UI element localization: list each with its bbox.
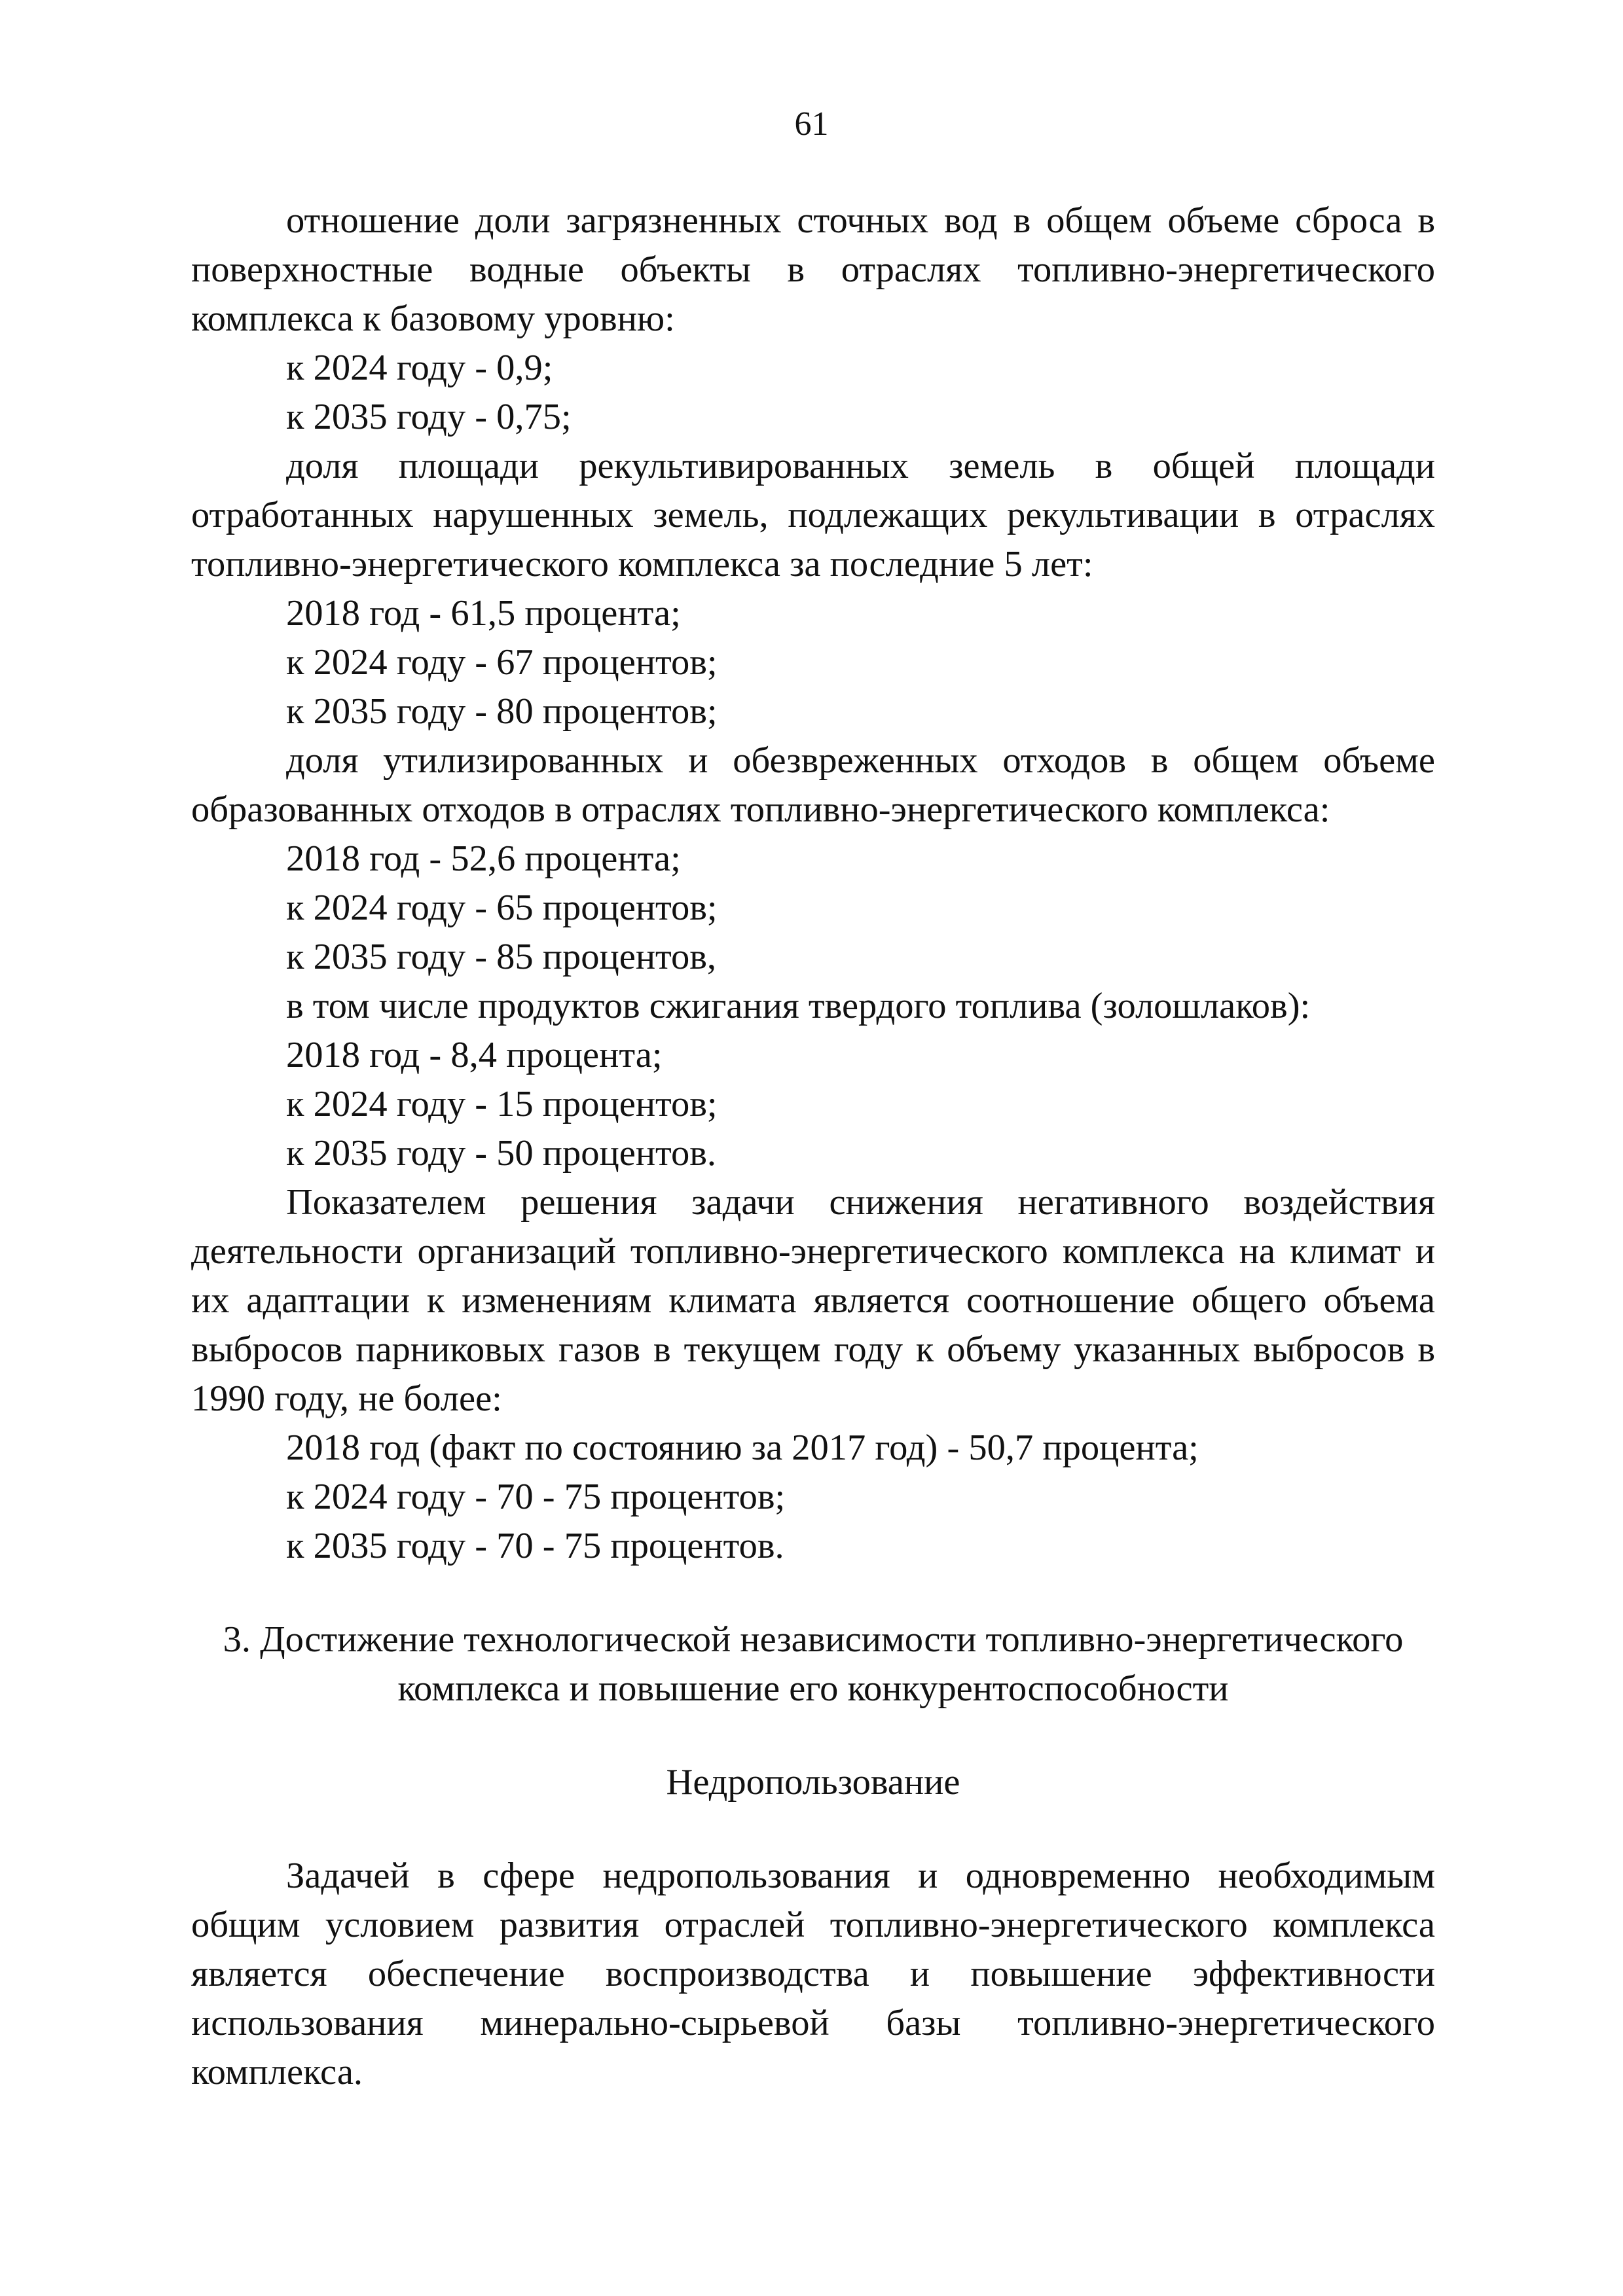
list-item: к 2024 году - 67 процентов; (286, 642, 718, 683)
paragraph-subsoil-use-task: Задачей в сфере недропользования и одновременно необходимым общим условием развития отраслей топливно-энергетического комплекса является обеспечение воспроизводства и повышение эффективности использования минерально-сырьевой базы топливно-энергетического комплекса. (191, 1856, 1435, 2092)
list-item: к 2024 году - 15 процентов; (286, 1084, 718, 1124)
paragraph-reclaimed-land-share: доля площади рекультивированных земель в общей площади отработанных нарушенных земель, подлежащих рекультивации в отраслях топливно-энергетического комплекса за последние 5 лет: (191, 446, 1435, 584)
section-heading-line-2: комплекса и повышение его конкурентоспособности (397, 1668, 1229, 1709)
list-item: 2018 год - 8,4 процента; (286, 1035, 663, 1075)
list-item: к 2035 году - 85 процентов, (286, 937, 717, 977)
page-number: 61 (794, 105, 829, 143)
spacer (191, 1807, 1435, 1852)
list-item: 2018 год - 52,6 процента; (286, 838, 681, 879)
list-item: к 2024 году - 70 - 75 процентов; (286, 1477, 786, 1517)
paragraph-wastewater-share: отношение доли загрязненных сточных вод в общем объеме сброса в поверхностные водные объекты в отраслях топливно-энергетического комплекса к базовому уровню: (191, 200, 1435, 339)
list-item: к 2024 году - 0,9; (286, 348, 553, 388)
section-heading-line-1: 3. Достижение технологической независимости топливно-энергетического (223, 1619, 1404, 1660)
spacer (191, 1571, 1435, 1615)
paragraph-greenhouse-emissions: Показателем решения задачи снижения негативного воздействия деятельности организаций топливно-энергетического комплекса на климат и их адаптации к изменениям климата является соотношение общего объема выбросов парниковых газов в текущем году к объему указанных выбросов в 1990 году, не более: (191, 1182, 1435, 1419)
document-body (191, 196, 1435, 2097)
list-item: в том числе продуктов сжигания твердого топлива (золошлаков): (286, 986, 1311, 1026)
list-item: к 2035 году - 80 процентов; (286, 691, 718, 732)
list-item: к 2035 году - 50 процентов. (286, 1133, 717, 1174)
spacer (191, 1713, 1435, 1758)
list-item: 2018 год - 61,5 процента; (286, 593, 681, 634)
list-item: к 2024 году - 65 процентов; (286, 888, 718, 928)
paragraph-waste-utilization-share: доля утилизированных и обезвреженных отходов в общем объеме образованных отходов в отраслях топливно-энергетического комплекса: (191, 740, 1435, 830)
list-item: к 2035 году - 70 - 75 процентов. (286, 1526, 784, 1566)
subheading: Недропользование (666, 1762, 960, 1803)
list-item: 2018 год (факт по состоянию за 2017 год) - 50,7 процента; (286, 1427, 1199, 1468)
list-item: к 2035 году - 0,75; (286, 397, 572, 437)
